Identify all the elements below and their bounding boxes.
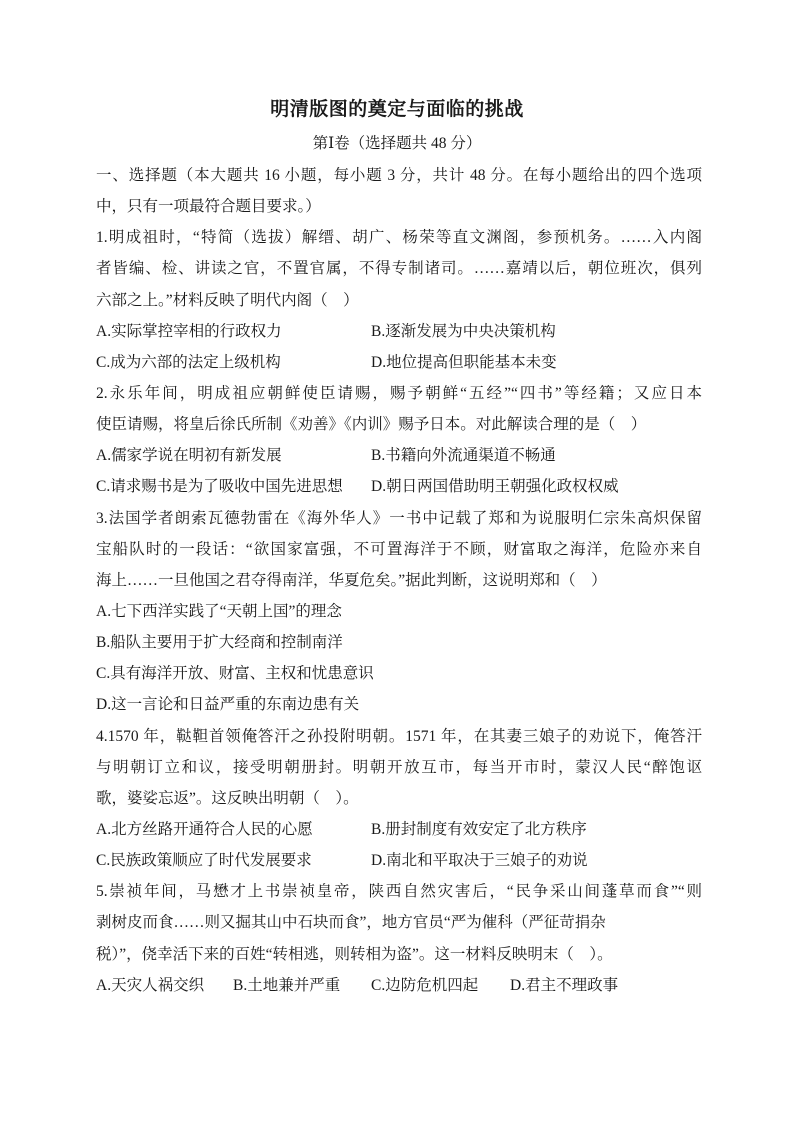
question-2-option-row (96, 440, 702, 471)
question-4-option-d: D.南北和平取决于三娘子的劝说 (371, 852, 588, 870)
question-1-option-a: A.实际掌控宰相的行政权力 (96, 322, 282, 340)
question-5-line: 5.崇祯年间，马懋才上书崇祯皇帝，陕西自然灾害后，“民争采山间蓬草而食”“则 (96, 883, 702, 901)
question-2-option-b: B.书籍向外流通渠道不畅通 (371, 447, 556, 465)
question-2-line: 2.永乐年间，明成祖应朝鲜使臣请赐，赐予朝鲜“五经”“四书”等经籍；又应日本 (96, 384, 702, 402)
question-3-option-d: D.这一言论和日益严重的东南边患有关 (96, 696, 360, 714)
question-5-line: 剥树皮而食……则又掘其山中石块而食”，地方官员“严为催科（严征苛捐杂 (96, 914, 606, 932)
question-5-option-c: C.边防危机四起 (371, 976, 479, 994)
question-1-option-b: B.逐渐发展为中央决策机构 (371, 322, 556, 340)
question-1-option-row (96, 347, 702, 378)
question-2-option-d: D.朝日两国借助明王朝强化政权权威 (371, 478, 619, 496)
question-1-line: 1.明成祖时，“特简（选拔）解缙、胡广、杨荣等直文渊阁，参预机务。……入内阁 (96, 229, 702, 247)
question-4-line: 歌，婆娑忘返”。这反映出明朝（ ）。 (96, 789, 359, 807)
question-5-option-d: D.君主不理政事 (510, 976, 619, 994)
question-2-line: 使臣请赐，将皇后徐氏所制《劝善》《内训》赐予日本。对此解读合理的是（ ） (96, 416, 647, 434)
question-4-line: 与明朝订立和议，接受明朝册封。明朝开放互市，每当开市时，蒙汉人民“醉饱讴 (96, 758, 702, 776)
question-4-line: 4.1570 年，鞑靼首领俺答汗之孙投附明朝。1571 年，在其妻三娘子的劝说下，俺答汗 (96, 727, 702, 745)
question-4-option-c: C.民族政策顺应了时代发展要求 (96, 852, 312, 870)
question-5-option-a: A.天灾人祸交织 (96, 976, 205, 994)
question-3-option-b: B.船队主要用于扩大经商和控制南洋 (96, 634, 343, 652)
question-3-line: 海上……一旦他国之君夺得南洋，华夏危矣。”据此判断，这说明郑和（ ） (96, 571, 607, 589)
question-4-option-b: B.册封制度有效安定了北方秩序 (371, 820, 587, 838)
question-3-line: 3.法国学者朗索瓦德勃雷在《海外华人》一书中记载了郑和为说服明仁宗朱高炽保留 (96, 509, 702, 527)
question-2-option-row (96, 471, 702, 502)
question-1-option-d: D.地位提高但职能基本未变 (371, 353, 557, 371)
instruction-line: 中，只有一项最符合题目要求。） (96, 198, 321, 216)
question-5-line: 税）”，侥幸活下来的百姓“转相逃，则转相为盗”。这一材料反映明末（ ）。 (96, 945, 613, 963)
page-title: 明清版图的奠定与面临的挑战 (270, 99, 524, 120)
question-4-option-a: A.北方丝路开通符合人民的心愿 (96, 820, 313, 838)
question-5-option-b: B.土地兼并严重 (233, 976, 341, 994)
question-4-option-row (96, 814, 702, 845)
question-5-option-row (96, 970, 702, 1001)
question-2-option-a: A.儒家学说在明初有新发展 (96, 447, 282, 465)
question-4-option-row (96, 845, 702, 876)
question-2-option-c: C.请求赐书是为了吸收中国先进思想 (96, 478, 343, 496)
question-1-option-row (96, 316, 702, 347)
question-1-option-c: C.成为六部的法定上级机构 (96, 353, 281, 371)
question-1-line: 六部之上。”材料反映了明代内阁（ ） (96, 291, 359, 309)
question-3-line: 宝船队时的一段话：“欲国家富强，不可置海洋于不顾，财富取之海洋，危险亦来自 (96, 540, 702, 558)
question-content (96, 160, 702, 1001)
question-1-line: 者皆编、检、讲读之官，不置官属，不得专制诸司。……嘉靖以后，朝位班次，俱列 (96, 260, 702, 278)
section-heading: 第Ⅰ卷（选择题共 48 分） (312, 135, 482, 152)
question-3-option-a: A.七下西洋实践了“天朝上国”的理念 (96, 602, 342, 620)
instruction-line: 一、选择题（本大题共 16 小题，每小题 3 分，共计 48 分。在每小题给出的四个选项 (96, 167, 702, 184)
question-3-option-c: C.具有海洋开放、财富、主权和忧患意识 (96, 665, 374, 683)
